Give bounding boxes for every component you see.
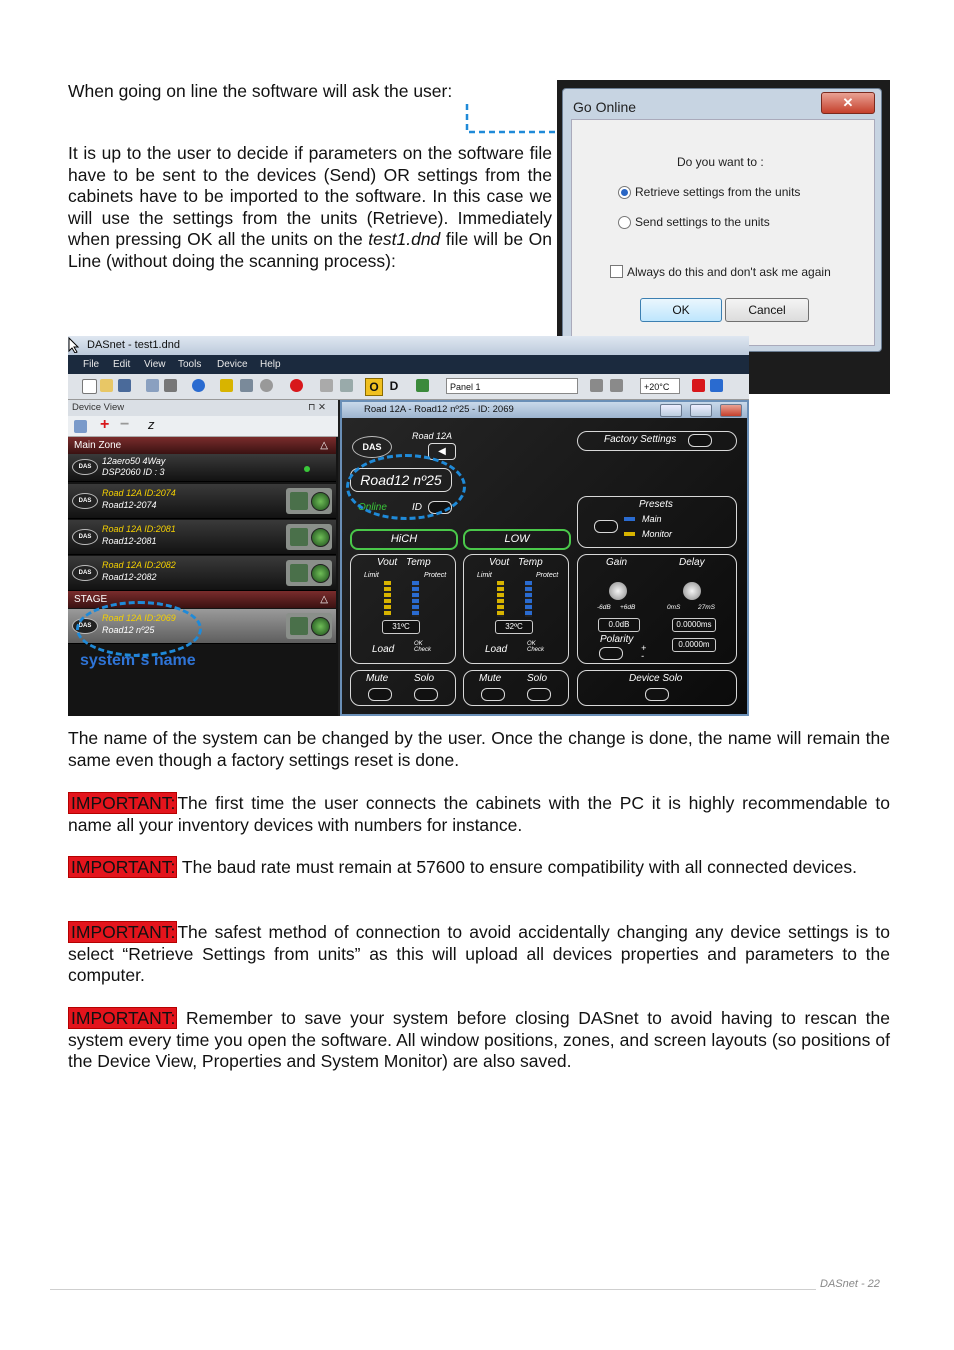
new-icon[interactable] [82, 379, 97, 394]
device-view-header [68, 400, 338, 416]
delay-max: 27mS [698, 604, 715, 611]
panel-select[interactable]: Panel 1 [446, 378, 578, 394]
device-model-id: Road 12A ID:2069 [102, 613, 176, 623]
online-status: Online [358, 502, 387, 513]
mute-label: Mute [479, 673, 502, 684]
pin-close-icon[interactable]: ⊓ ✕ [308, 402, 327, 413]
offline-toggle[interactable]: D [389, 379, 399, 393]
properties-title: Road 12A - Road12 nº25 - ID: 2069 [364, 404, 514, 415]
vout-label: Vout [489, 557, 510, 568]
save-icon[interactable] [118, 379, 131, 392]
page-footer: DASnet - 22 [820, 1278, 880, 1290]
ok-button[interactable]: OK [640, 298, 722, 322]
maximize-button[interactable] [690, 404, 712, 417]
das-logo-icon: DAS [72, 459, 98, 475]
factory-settings-button[interactable] [688, 434, 712, 447]
main-led-icon [624, 517, 635, 521]
vout-meter [384, 581, 391, 617]
important-1: IMPORTANT: The first time the user connects the cabinets with the PC it is highly recommendable to name all your inventory devices with numbers for instance. [68, 793, 890, 835]
dialog-question: Do you want to : [677, 155, 764, 169]
intro-paragraph: It is up to the user to decide if parameters on the software file have to be sent to the devices (Send) OR settings from the cabinets have to be imported to the software. In this case we will use the settings from the units (Retrieve). Immediately when pressing OK all the units on the test1.dnd file will be On Line (without doing the scanning process): [68, 143, 552, 271]
load-label: Load [485, 644, 508, 655]
important-badge: IMPORTANT: [68, 856, 177, 878]
delay-knob[interactable] [683, 582, 701, 600]
preset-main: Main [642, 514, 662, 524]
online-toggle[interactable]: O [365, 378, 383, 396]
layout-icon[interactable] [590, 379, 603, 392]
important-2: IMPORTANT: The baud rate must remain at 57600 to ensure compatibility with all connected devices. [68, 857, 890, 879]
close-window-button[interactable] [720, 404, 742, 417]
always-label: Always do this and don't ask me again [627, 265, 831, 279]
cursor-icon [68, 337, 80, 353]
high-channel-tab[interactable]: HiCH [350, 529, 458, 550]
intro-ask: When going on line the software will ask the user: [68, 81, 453, 101]
list-icon[interactable] [74, 420, 87, 433]
send-radio[interactable] [618, 216, 631, 229]
polarity-button[interactable] [599, 647, 623, 660]
das-logo-icon: DAS [72, 565, 98, 581]
minimize-button[interactable] [660, 404, 682, 417]
users-icon[interactable] [340, 379, 353, 392]
protect-label: Protect [536, 572, 559, 579]
menu-help[interactable]: Help [260, 359, 281, 370]
plus-icon[interactable] [692, 379, 705, 392]
close-button[interactable]: ✕ [821, 92, 875, 114]
menu-tools[interactable]: Tools [178, 359, 202, 370]
device-name: Road12 nº25 [102, 625, 155, 635]
device-solo-label: Device Solo [629, 673, 683, 684]
monitor-icon[interactable] [240, 379, 253, 392]
system-name-annotation: system´s name [80, 652, 196, 669]
collapse-icon[interactable]: △ [320, 440, 328, 451]
important-3: IMPORTANT: The safest method of connection to avoid accidentally changing any device settings is to select “Retrieve Settings from units” as this will upload all devices properties and parameters to the computer. [68, 922, 890, 985]
copy-icon[interactable] [146, 379, 159, 392]
device-row[interactable] [68, 556, 336, 591]
device-model-id: Road 12A ID:2082 [102, 560, 176, 570]
solo-label: Solo [527, 673, 548, 684]
gain-max: +6dB [620, 604, 636, 611]
speaker-icon [286, 613, 332, 639]
send-label[interactable]: Send settings to the units [635, 215, 770, 229]
temp-readout: 32ºC [495, 620, 533, 634]
device-row[interactable] [68, 520, 336, 555]
temp-label: Temp [518, 557, 543, 568]
important-4: IMPORTANT: Remember to save your system before closing DASnet to avoid having to rescan the system every time you open the software. All window positions, zones, and screen layouts (so positions of the Device View, Properties and System Monitor) are also saved. [68, 1008, 890, 1071]
help-icon[interactable] [192, 379, 205, 392]
preset-toggle[interactable] [594, 520, 618, 533]
identify-button[interactable]: ◀ [428, 443, 456, 460]
properties-titlebar [342, 402, 747, 418]
dialog-title: Go Online [573, 99, 637, 115]
delay-readout[interactable]: 0.0000ms [672, 618, 716, 632]
name-highlight-ellipse [346, 454, 466, 520]
mute-button[interactable] [481, 688, 505, 701]
mute-button[interactable] [368, 688, 392, 701]
cancel-button[interactable]: Cancel [725, 298, 809, 322]
polarity-plus: + [641, 643, 647, 653]
das-logo-icon: DAS [72, 493, 98, 509]
device-name: Road12-2081 [102, 536, 157, 546]
add-zone-icon[interactable]: + [100, 416, 110, 433]
load-label: Load [372, 644, 395, 655]
important-badge: IMPORTANT: [68, 921, 177, 943]
app-title: DASnet - test1.dnd [87, 339, 180, 351]
toolbar [68, 374, 749, 400]
remove-zone-icon[interactable]: − [120, 416, 130, 433]
temp-label: Temp [406, 557, 431, 568]
delay-label: Delay [679, 557, 705, 568]
temp-meter [525, 581, 532, 617]
low-meter-box [463, 554, 569, 664]
processor-name: 12aero50 4Way [102, 456, 166, 466]
gain-knob[interactable] [609, 582, 627, 600]
protect-label: Protect [424, 572, 447, 579]
retrieve-radio[interactable] [618, 186, 631, 199]
device-row[interactable] [68, 484, 336, 519]
solo-button[interactable] [527, 688, 551, 701]
preset-monitor: Monitor [642, 529, 673, 539]
solo-button[interactable] [414, 688, 438, 701]
status-led-icon [304, 466, 310, 472]
temp-meter [412, 581, 419, 617]
device-name: Road12-2082 [102, 572, 157, 582]
print-icon[interactable] [164, 379, 177, 392]
link-icon[interactable] [320, 379, 333, 392]
speaker-icon [286, 488, 332, 514]
device-view-tools [68, 416, 338, 437]
go-online-dialog [562, 88, 882, 352]
record-icon[interactable] [290, 379, 303, 392]
zone-header-stage[interactable]: STAGE △ [68, 591, 336, 608]
mute-label: Mute [366, 673, 389, 684]
device-name-field[interactable]: Road12 nº25 [350, 468, 452, 492]
device-name: Road12-2074 [102, 500, 157, 510]
vout-meter [497, 581, 504, 617]
delay-min: 0mS [667, 604, 681, 611]
device-model-id: Road 12A ID:2074 [102, 488, 176, 498]
menu-bar [68, 355, 749, 374]
device-view-title: Device View [72, 402, 125, 413]
collapse-icon[interactable]: △ [320, 594, 328, 605]
monitor-led-icon [624, 532, 635, 536]
presets-label: Presets [639, 499, 673, 510]
ok-check-label: OK Check [527, 641, 545, 653]
important-badge: IMPORTANT: [68, 1007, 177, 1029]
menu-view[interactable]: View [144, 359, 166, 370]
rename-paragraph: The name of the system can be changed by the user. Once the change is done, the name will remain the same even though a factory settings reset is done. [68, 728, 890, 770]
grid-icon[interactable] [220, 379, 233, 392]
processor-row[interactable] [68, 454, 336, 482]
delay-distance-readout[interactable]: 0.0000m [672, 638, 716, 652]
footer-rule [50, 1289, 816, 1290]
menu-file[interactable]: File [83, 359, 100, 370]
das-logo-icon: DAS [72, 618, 98, 634]
device-model-id: Road 12A ID:2081 [102, 524, 176, 534]
gain-min: -6dB [597, 604, 611, 611]
solo-label: Solo [414, 673, 435, 684]
image-icon[interactable] [416, 379, 429, 392]
device-properties-window [340, 400, 749, 716]
das-logo-icon: DAS [72, 529, 98, 545]
temperature-select[interactable]: +20°C [640, 378, 680, 394]
device-solo-button[interactable] [645, 688, 669, 701]
gain-label: Gain [606, 557, 628, 568]
limit-label: Limit [477, 572, 492, 579]
limit-label: Limit [364, 572, 379, 579]
always-checkbox[interactable] [610, 265, 623, 278]
polarity-minus: - [641, 651, 644, 661]
high-meter-box [350, 554, 456, 664]
vout-label: Vout [377, 557, 398, 568]
id-label: ID [412, 502, 422, 513]
network-icon[interactable] [260, 379, 273, 392]
device-highlight-ellipse [76, 601, 202, 657]
gain-readout[interactable]: 0.0dB [598, 618, 640, 632]
app-titlebar [68, 336, 749, 355]
menu-device[interactable]: Device [217, 359, 248, 370]
retrieve-label[interactable]: Retrieve settings from the units [635, 185, 801, 199]
important-badge: IMPORTANT: [68, 792, 177, 814]
polarity-label: Polarity [600, 634, 634, 645]
minus-icon[interactable] [710, 379, 723, 392]
processor-id: DSP2060 ID : 3 [102, 467, 165, 477]
zone-header-main[interactable]: Main Zone △ [68, 437, 336, 454]
factory-settings-label: Factory Settings [604, 434, 677, 445]
layout2-icon[interactable] [610, 379, 623, 392]
model-label: Road 12A [412, 431, 453, 441]
menu-edit[interactable]: Edit [113, 359, 131, 370]
zone-edit-icon[interactable]: z [148, 417, 155, 432]
speaker-icon [286, 560, 332, 586]
ok-check-label: OK Check [414, 641, 432, 653]
temp-readout: 31ºC [382, 620, 420, 634]
open-icon[interactable] [100, 379, 113, 392]
dialog-body [571, 119, 875, 346]
das-logo-icon: DAS [352, 436, 392, 458]
speaker-icon [286, 524, 332, 550]
low-channel-tab[interactable]: LOW [463, 529, 571, 550]
